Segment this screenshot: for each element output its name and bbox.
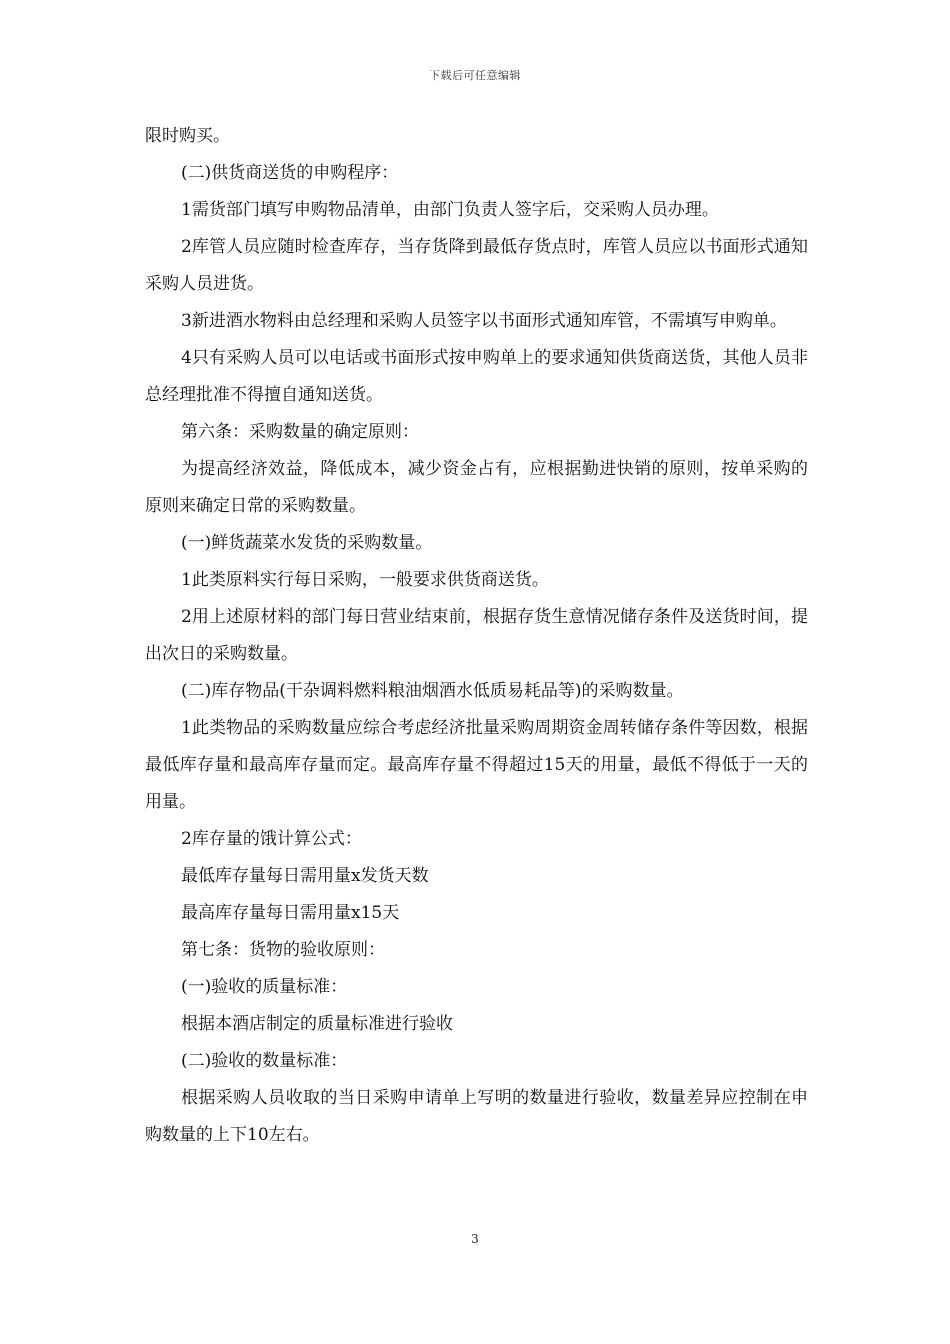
paragraph: 4只有采购人员可以电话或书面形式按申购单上的要求通知供货商送货，其他人员非总经理批准不得擅自通知送货。: [145, 348, 808, 405]
paragraph: (一)鲜货蔬菜水发货的采购数量。: [181, 533, 433, 553]
paragraph: 限时购买。: [145, 126, 230, 146]
paragraph: 2用上述原材料的部门每日营业结束前，根据存货生意情况储存条件及送货时间，提出次日的采购数量。: [145, 607, 808, 664]
page-number: 3: [471, 1232, 479, 1246]
paragraph: (二)库存物品(干杂调料燃料粮油烟酒水低质易耗品等)的采购数量。: [181, 681, 684, 701]
paragraph: 最低库存量每日需用量x发货天数: [181, 866, 429, 886]
paragraph: 3新进酒水物料由总经理和采购人员签字以书面形式通知库管，不需填写申购单。: [181, 311, 787, 331]
paragraph: (二)供货商送货的申购程序：: [181, 163, 399, 183]
paragraph: (一)验收的质量标准：: [181, 977, 348, 997]
paragraph: 为提高经济效益，降低成本，减少资金占有，应根据勤进快销的原则，按单采购的原则来确定日常的采购数量。: [145, 459, 808, 516]
document-body: [145, 118, 808, 1154]
paragraph: 根据本酒店制定的质量标准进行验收: [181, 1014, 453, 1034]
page-header: 下载后可任意编辑: [429, 69, 521, 82]
paragraph: 2库管人员应随时检查库存，当存货降到最低存货点时，库管人员应以书面形式通知采购人员进货。: [145, 237, 808, 294]
paragraph: 第六条：采购数量的确定原则：: [181, 422, 419, 442]
paragraph: 1需货部门填写申购物品清单，由部门负责人签字后，交采购人员办理。: [181, 200, 719, 220]
paragraph: 1此类物品的采购数量应综合考虑经济批量采购周期资金周转储存条件等因数，根据最低库存量和最高库存量而定。最高库存量不得超过15天的用量，最低不得低于一天的用量。: [145, 718, 808, 812]
paragraph: 1此类原料实行每日采购，一般要求供货商送货。: [181, 570, 549, 590]
paragraph: 根据采购人员收取的当日采购申请单上写明的数量进行验收，数量差异应控制在申购数量的上下10左右。: [145, 1088, 808, 1145]
paragraph: 2库存量的饿计算公式：: [181, 829, 362, 849]
paragraph: 最高库存量每日需用量x15天: [181, 903, 400, 923]
paragraph: (二)验收的数量标准：: [181, 1051, 348, 1071]
paragraph: 第七条：货物的验收原则：: [181, 940, 385, 960]
